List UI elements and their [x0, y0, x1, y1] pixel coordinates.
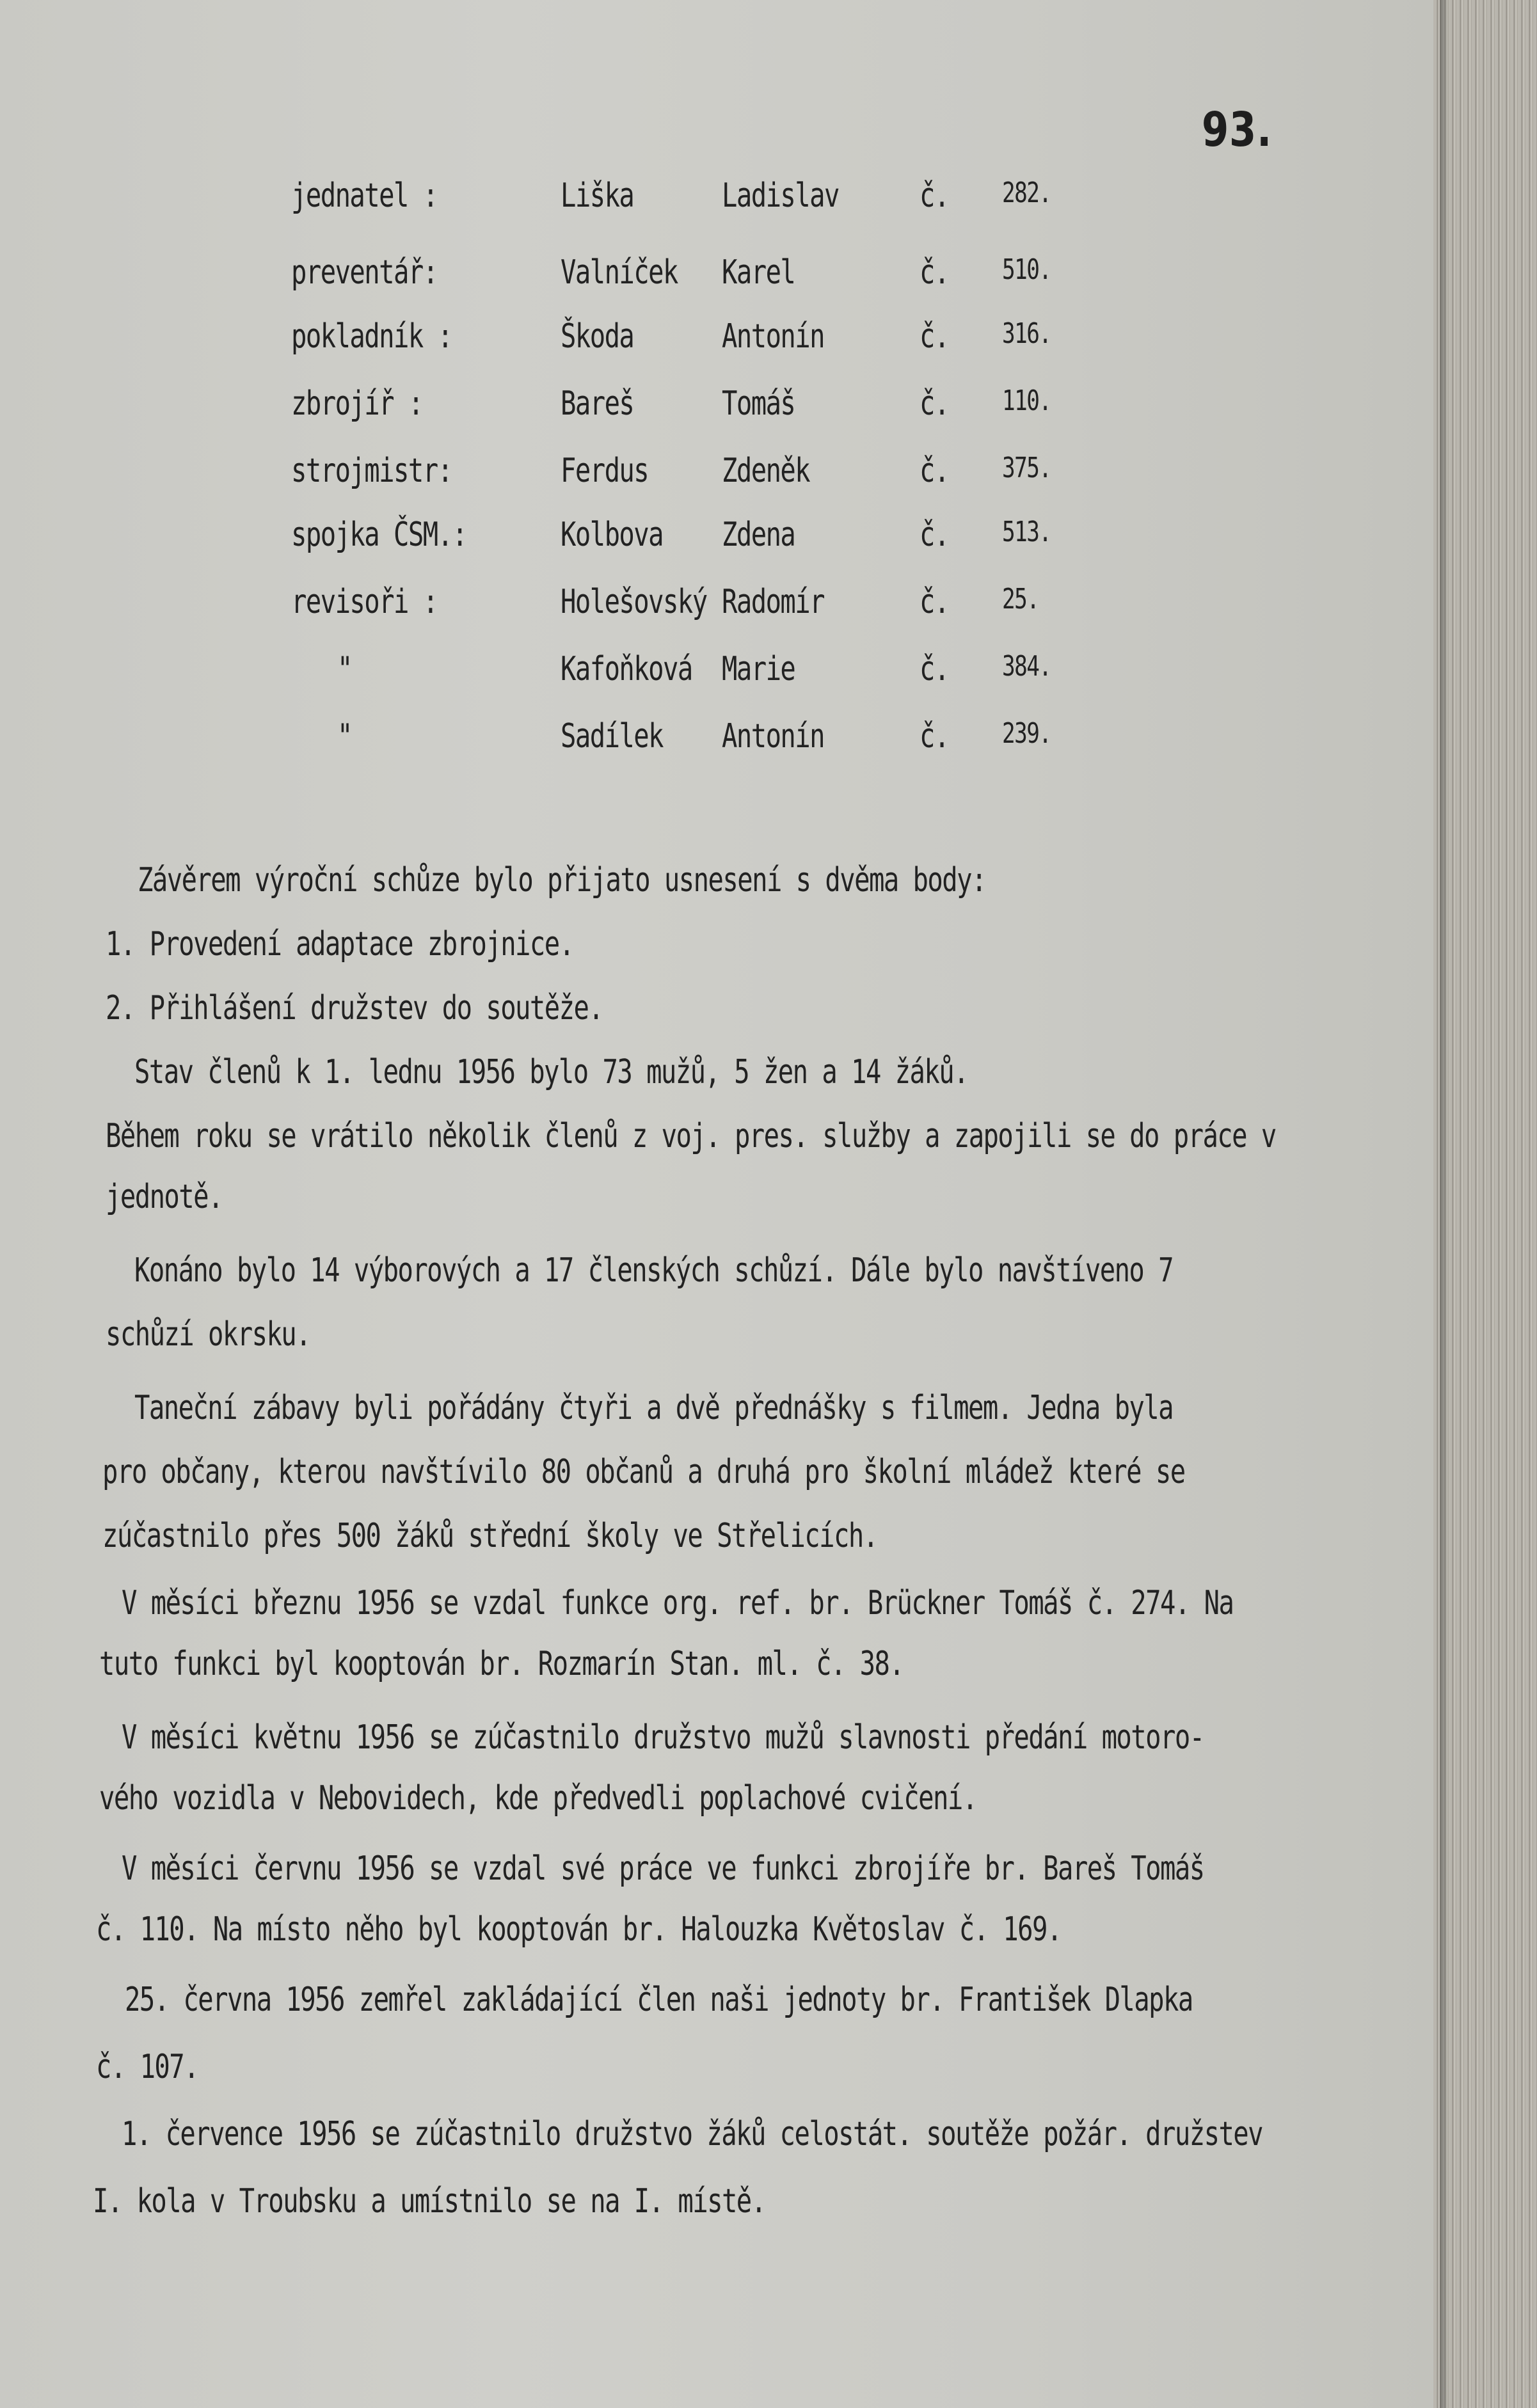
- roster-firstname: Tomáš: [722, 384, 795, 423]
- roster-surname: Liška: [561, 177, 634, 215]
- text-line: Během roku se vrátilo několik členů z voj. pres. služby a zapojili se do práce v: [106, 1117, 1276, 1155]
- roster-firstname: Ladislav: [722, 177, 839, 215]
- roster-number: 282.: [1002, 177, 1051, 209]
- text-line: tuto funkci byl kooptován br. Rozmarín Stan. ml. č. 38.: [99, 1645, 904, 1683]
- roster-firstname: Marie: [722, 650, 795, 688]
- text-line: pro občany, kterou navštívilo 80 občanů a druhá pro školní mládež které se: [102, 1453, 1185, 1491]
- text-line: Konáno bylo 14 výborových a 17 členských schůzí. Dále bylo navštíveno 7: [134, 1251, 1174, 1290]
- roster-role: strojmistr:: [291, 452, 452, 490]
- roster-c: č.: [920, 384, 949, 423]
- text-line: Závěrem výroční schůze bylo přijato usnesení s dvěma body:: [138, 861, 986, 899]
- text-line: V měsíci červnu 1956 se vzdal své práce ve funkci zbrojíře br. Bareš Tomáš: [122, 1850, 1204, 1888]
- text-line: Stav členů k 1. lednu 1956 bylo 73 mužů, 5 žen a 14 žáků.: [134, 1053, 968, 1091]
- text-line: schůzí okrsku.: [106, 1315, 311, 1354]
- roster-c: č.: [920, 516, 949, 554]
- text-line: jednotě.: [106, 1178, 223, 1216]
- text-line: č. 107.: [96, 2048, 199, 2086]
- text-line: č. 110. Na místo něho byl kooptován br. Halouzka Květoslav č. 169.: [96, 1910, 1062, 1949]
- roster-number: 510.: [1002, 253, 1051, 286]
- roster-number: 513.: [1002, 516, 1051, 548]
- text-line: zúčastnilo přes 500 žáků střední školy ve Střelicích.: [102, 1517, 878, 1555]
- roster-surname: Kolbova: [561, 516, 664, 554]
- roster-role: zbrojíř :: [291, 384, 423, 423]
- page-edge-shadow: [1440, 0, 1449, 2408]
- roster-role: revisoři :: [291, 583, 438, 621]
- roster-number: 239.: [1002, 717, 1051, 750]
- roster-firstname: Radomír: [722, 583, 825, 621]
- roster-row: [0, 250, 1408, 301]
- roster-number: 316.: [1002, 317, 1051, 350]
- roster-number: 110.: [1002, 384, 1051, 417]
- roster-c: č.: [920, 583, 949, 621]
- roster-surname: Holešovský: [561, 583, 707, 621]
- roster-c: č.: [920, 452, 949, 490]
- roster-firstname: Zdena: [722, 516, 795, 554]
- text-line: 25. června 1956 zemřel zakládající člen naši jednoty br. František Dlapka: [125, 1981, 1193, 2019]
- roster-role: spojka ČSM.:: [291, 516, 467, 554]
- roster-c: č.: [920, 717, 949, 756]
- text-line: V měsíci březnu 1956 se vzdal funkce org. ref. br. Brückner Tomáš č. 274. Na: [122, 1584, 1234, 1622]
- roster-firstname: Karel: [722, 253, 795, 292]
- roster-firstname: Antonín: [722, 317, 825, 356]
- roster-c: č.: [920, 317, 949, 356]
- roster-c: č.: [920, 650, 949, 688]
- roster-row: [0, 448, 1408, 499]
- roster-row: [0, 173, 1408, 224]
- roster-row: [0, 579, 1408, 630]
- text-line: vého vozidla v Nebovidech, kde předvedli poplachové cvičení.: [99, 1779, 977, 1818]
- page-stack-edges: [1433, 0, 1537, 2408]
- roster-surname: Sadílek: [561, 717, 664, 756]
- roster-firstname: Antonín: [722, 717, 825, 756]
- roster-surname: Bareš: [561, 384, 634, 423]
- roster-row: [0, 713, 1408, 764]
- roster-surname: Kafoňková: [561, 650, 692, 688]
- roster-role: ": [337, 650, 352, 688]
- roster-firstname: Zdeněk: [722, 452, 810, 490]
- roster-surname: Škoda: [561, 317, 634, 356]
- roster-number: 375.: [1002, 452, 1051, 484]
- roster-number: 25.: [1002, 583, 1039, 615]
- roster-role: pokladník :: [291, 317, 452, 356]
- roster-surname: Ferdus: [561, 452, 649, 490]
- roster-surname: Valníček: [561, 253, 678, 292]
- text-line: I. kola v Troubsku a umístnilo se na I. místě.: [93, 2182, 766, 2221]
- roster-role: preventář:: [291, 253, 438, 292]
- text-line: 1. července 1956 se zúčastnilo družstvo žáků celostát. soutěže požár. družstev: [122, 2115, 1263, 2153]
- text-line: V měsíci květnu 1956 se zúčastnilo družstvo mužů slavnosti předání motoro-: [122, 1718, 1204, 1757]
- roster-row: [0, 646, 1408, 697]
- text-line: 2. Přihlášení družstev do soutěže.: [106, 989, 603, 1027]
- roster-row: [0, 512, 1408, 563]
- page-number: 93.: [1202, 102, 1272, 157]
- text-line: Taneční zábavy byli pořádány čtyři a dvě přednášky s filmem. Jedna byla: [134, 1389, 1174, 1427]
- roster-role: jednatel :: [291, 177, 438, 215]
- text-line: 1. Provedení adaptace zbrojnice.: [106, 925, 574, 963]
- roster-c: č.: [920, 177, 949, 215]
- roster-row: [0, 381, 1408, 432]
- roster-number: 384.: [1002, 650, 1051, 683]
- roster-c: č.: [920, 253, 949, 292]
- roster-role: ": [337, 717, 352, 756]
- roster-row: [0, 313, 1408, 365]
